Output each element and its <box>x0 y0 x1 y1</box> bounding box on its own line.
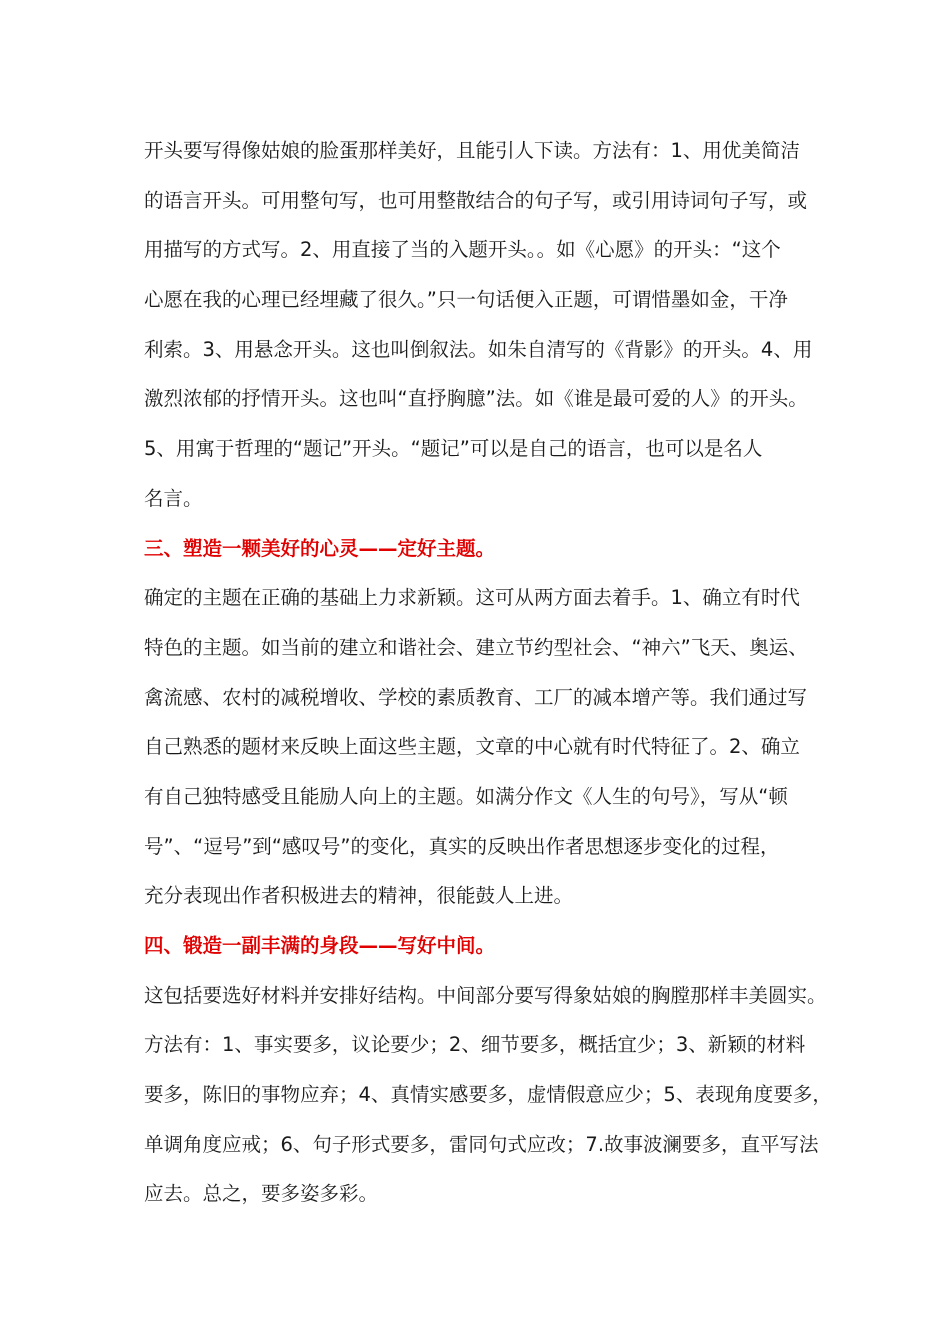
text-line: 名言。 <box>144 486 203 510</box>
text-line: 这包括要选好材料并安排好结构。中间部分要写得象姑娘的胸膛那样丰美圆实。 <box>144 983 827 1007</box>
text-line: 的语言开头。可用整句写，也可用整散结合的句子写，或引用诗词句子写，或 <box>144 188 808 212</box>
text-line: 禽流感、农村的减税增收、学校的素质教育、工厂的减本增产等。我们通过写 <box>144 685 808 709</box>
text-line: 方法有：1、事实要多，议论要少；2、细节要多，概括宜少；3、新颖的材料 <box>144 1033 806 1057</box>
text-line: 号”、“逗号”到“感叹号”的变化，真实的反映出作者思想逐步变化的过程， <box>144 834 780 858</box>
text-line: 有自己独特感受且能励人向上的主题。如满分作文《人生的句号》，写从“顿 <box>144 784 788 808</box>
text-line: 特色的主题。如当前的建立和谐社会、建立节约型社会、“神六”飞天、奥运、 <box>144 635 808 659</box>
text-line: 利索。3、用悬念开头。这也叫倒叙法。如朱自清写的《背影》的开头。4、用 <box>144 337 813 361</box>
section-heading-middle: 四、锻造一副丰满的身段——写好中间。 <box>144 934 496 957</box>
document-body <box>144 126 832 1219</box>
text-line: 开头要写得像姑娘的脸蛋那样美好，且能引人下读。方法有：1、用优美简洁 <box>144 139 800 162</box>
text-line: 用描写的方式写。2、用直接了当的入题开头。。如《心愿》的开头：“这个 <box>144 238 781 262</box>
paragraph-middle <box>144 971 832 1219</box>
text-line: 5、用寓于哲理的“题记”开头。“题记”可以是自己的语言，也可以是名人 <box>144 437 763 461</box>
text-line: 激烈浓郁的抒情开头。这也叫“直抒胸臆”法。如《谁是最可爱的人》的开头。 <box>144 387 808 411</box>
text-line: 充分表现出作者积极进去的精神，很能鼓人上进。 <box>144 884 574 908</box>
text-line: 自己熟悉的题材来反映上面这些主题，文章的中心就有时代特征了。2、确立 <box>144 735 800 759</box>
text-line: 心愿在我的心理已经埋藏了很久。”只一句话便入正题，可谓惜墨如金，干净 <box>144 288 788 312</box>
text-line: 单调角度应戒；6、句子形式要多，雷同句式应改；7.故事波澜要多，直平写法 <box>144 1132 819 1156</box>
text-line: 要多，陈旧的事物应弃；4、真情实感要多，虚情假意应少；5、表现角度要多， <box>144 1083 832 1107</box>
text-line: 确定的主题在正确的基础上力求新颖。这可从两方面去着手。1、确立有时代 <box>144 586 800 610</box>
text-line: 应去。总之，要多姿多彩。 <box>144 1182 379 1206</box>
paragraph-opening-methods <box>144 126 812 524</box>
section-heading-theme: 三、塑造一颗美好的心灵——定好主题。 <box>144 536 496 560</box>
paragraph-theme <box>144 573 812 921</box>
